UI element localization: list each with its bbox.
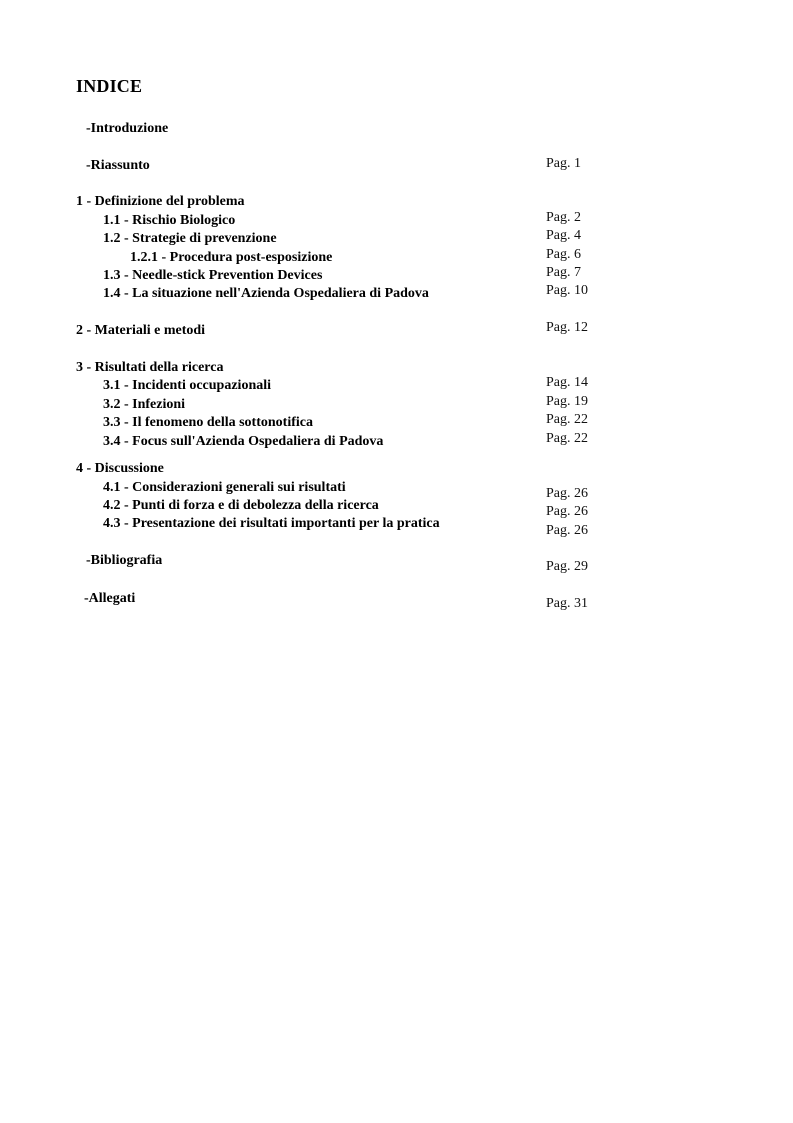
toc-entry-allegati: -Allegati <box>84 591 136 606</box>
toc-page-allegati: Pag. 31 <box>546 596 588 611</box>
toc-entry-1-2-1: 1.2.1 - Procedura post-esposizione <box>130 250 333 265</box>
toc-page-1-4: Pag. 10 <box>546 283 588 298</box>
toc-entry-section-2: 2 - Materiali e metodi <box>76 323 206 338</box>
toc-page-4-1: Pag. 26 <box>546 486 588 501</box>
toc-entry-3-3: 3.3 - Il fenomeno della sottonotifica <box>103 415 313 430</box>
page-title: INDICE <box>76 76 143 96</box>
toc-entry-section-1: 1 - Definizione del problema <box>76 194 245 209</box>
toc-page-1-2: Pag. 4 <box>546 228 581 243</box>
toc-entry-3-4: 3.4 - Focus sull'Azienda Ospedaliera di Padova <box>103 434 384 449</box>
toc-page-3-2: Pag. 19 <box>546 394 588 409</box>
toc-entry-4-1: 4.1 - Considerazioni generali sui risultati <box>103 480 346 495</box>
toc-entry-1-3: 1.3 - Needle-stick Prevention Devices <box>103 268 323 283</box>
toc-page-4-2: Pag. 26 <box>546 504 588 519</box>
toc-page-1-1: Pag. 2 <box>546 210 581 225</box>
toc-page-bibliografia: Pag. 29 <box>546 559 588 574</box>
toc-entry-3-1: 3.1 - Incidenti occupazionali <box>103 378 272 393</box>
toc-entry-bibliografia: -Bibliografia <box>86 553 163 568</box>
toc-page-riassunto: Pag. 1 <box>546 156 581 171</box>
toc-page-section-2: Pag. 12 <box>546 320 588 335</box>
toc-entry-4-3: 4.3 - Presentazione dei risultati importanti per la pratica <box>103 516 440 531</box>
toc-page-3-3: Pag. 22 <box>546 412 588 427</box>
toc-page-3-4: Pag. 22 <box>546 431 588 446</box>
toc-entry-section-3: 3 - Risultati della ricerca <box>76 360 224 375</box>
toc-entry-1-2: 1.2 - Strategie di prevenzione <box>103 231 277 246</box>
toc-entry-4-2: 4.2 - Punti di forza e di debolezza della ricerca <box>103 498 379 513</box>
toc-page-1-3: Pag. 7 <box>546 265 581 280</box>
toc-page-4-3: Pag. 26 <box>546 523 588 538</box>
toc-entry-section-4: 4 - Discussione <box>76 461 164 476</box>
toc-page-1-2-1: Pag. 6 <box>546 247 581 262</box>
toc-page-3-1: Pag. 14 <box>546 375 588 390</box>
toc-entry-1-4: 1.4 - La situazione nell'Azienda Ospedaliera di Padova <box>103 286 429 301</box>
toc-entry-3-2: 3.2 - Infezioni <box>103 397 186 412</box>
toc-entry-introduzione: -Introduzione <box>86 121 169 136</box>
toc-entry-1-1: 1.1 - Rischio Biologico <box>103 213 236 228</box>
toc-entry-riassunto: -Riassunto <box>86 158 150 173</box>
